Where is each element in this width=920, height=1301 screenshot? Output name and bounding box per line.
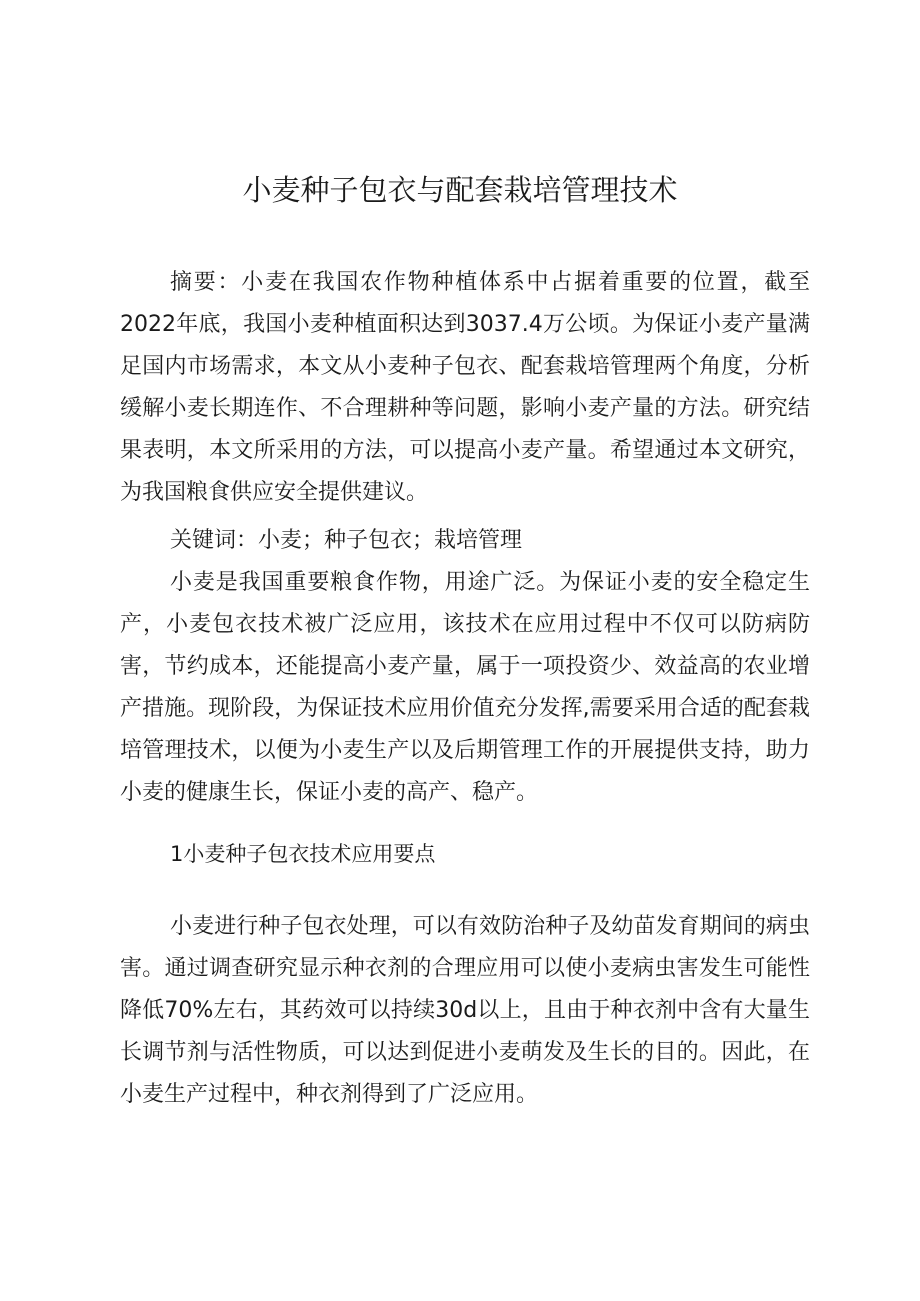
abstract-paragraph: 摘要：小麦在我国农作物种植体系中占据着重要的位置，截至2022年底，我国小麦种植面积达到3037.4万公顷。为保证小麦产量满足国内市场需求，本文从小麦种子包衣、配套栽培管理两个角度，分析缓解小麦长期连作、不合理耕种等问题，影响小麦产量的方法。研究结果表明，本文所采用的方法，可以提高小麦产量。希望通过本文研究，为我国粮食供应安全提供建议。 (120, 270, 810, 505)
keywords-line: 关键词：小麦；种子包衣；栽培管理 (170, 528, 523, 553)
section-1-heading: 1小麦种子包衣技术应用要点 (170, 842, 436, 866)
document-title: 小麦种子包衣与配套栽培管理技术 (242, 173, 678, 207)
section-1-paragraph: 小麦进行种子包衣处理，可以有效防治种子及幼苗发育期间的病虫害。通过调查研究显示种衣剂的合理应用可以使小麦病虫害发生可能性降低70%左右，其药效可以持续30d以上，且由于种衣剂中含有大量生长调节剂与活性物质，可以达到促进小麦萌发及生长的目的。因此，在小麦生产过程中，种衣剂得到了广泛应用。 (120, 914, 810, 1107)
intro-paragraph: 小麦是我国重要粮食作物，用途广泛。为保证小麦的安全稳定生产，小麦包衣技术被广泛应用，该技术在应用过程中不仅可以防病防害，节约成本，还能提高小麦产量，属于一项投资少、效益高的农业增产措施。现阶段，为保证技术应用价值充分发挥,需要采用合适的配套栽培管理技术，以便为小麦生产以及后期管理工作的开展提供支持，助力小麦的健康生长，保证小麦的高产、稳产。 (120, 570, 810, 805)
